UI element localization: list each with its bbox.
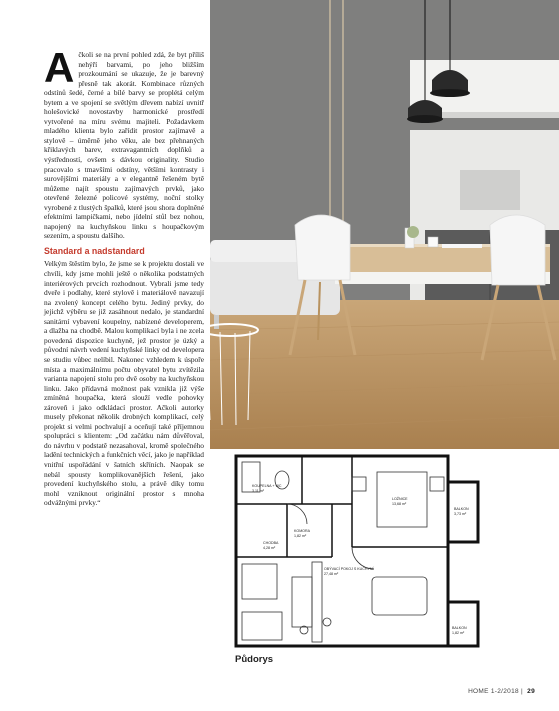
plan-room-area: 3,73 m²: [454, 512, 467, 516]
floor-plan: [232, 452, 545, 652]
article-subhead: Standard a nadstandard: [44, 245, 145, 256]
article-body: Velkým štěstím bylo, že jsme se k projektu dostali ve chvíli, kdy jsme mohli ještě o několika podstatných interiérových prvcích rozhodnout. Vybrali jsme tedy dveře i podlahy, které stylově i materiálově navazují na zvolený koncept celého bytu. Jediný prvky, do jejichž výběru se již zasáhnout nedalo, je standardní sanitární vybavení koupelny, nabízené developerem, a dlažba na chodbě. Malou komplikací byla i ne zcela povedená dispozice kuchyně, jež prostor je úzký a původní návrh vedení kuchyňské linky od developera se studiu vůbec nelíbil. Nakonec vzhledem k úspoře místa a maximálnímu počtu obyvatel bytu zvítězila varianta napojení stolu pro dvě osoby na kuchyňskou linku. Jako přídavná možnost pak vznikla již výše zmíněná houpačka, která slouží vedle pohovky zároveň i jako odkládací prostor. Ačkoli autorky musely překonat několik drobných komplikací, celý projekt si velmi pochvalují a oceňují také příjemnou spolupráci s klientem: „Od začátku nám důvěřoval, do návrhu v podstatě nezasahoval, kromě společného ladění technických a funkčních věcí, jako je například vnitřní uspořádání v šatních skříních. Naopak se nebál spousty komplikovanějších řešení, jako provedení kuchyňského stolu, a právě díky tomu mohl vzniknout originální prostor s mnoha odvážnými prvky.“: [44, 259, 204, 508]
interior-photo: [210, 0, 559, 449]
page-footer: [468, 688, 535, 695]
issue-label: HOME 1-2/2018: [468, 688, 519, 695]
plan-room-area: 1,82 m²: [294, 534, 307, 538]
article-column: [44, 44, 204, 508]
article-intro: čkoli se na první pohled zdá, že byt příliš nehýří barvami, po jeho bližším prozkoumání se ukazuje, že je barevný přesně tak akorát. Kombinace různých odstínů šedé, černé a bílé barvy se proplétá celým bytem a ve spojení se světlým dřevem nabízí uvnitř holešovické novostavby harmonické prostředí vytvořené na míru svému majiteli. Požadavkem mladého klienta bylo zařídit prostor zajímavě a stylově – úměrně jeho věku, ale bez přehnaných křiklavých barev, extravagantních doplňků a výstředností, ovšem s dávkou originality. Studio pracovalo s tmavšími odstíny, většími kontrasty i surovějšími materiály a v elegantně řešeném bytě můžeme najít spoustu zajímavých prvků, jako otevřené železné policové systémy, noční stolky vyrobené z tlustých špalků, které jsou shora doplněné efektními lampičkami, nebo jídelní stůl bez nohou, napojený na kuchyňskou linku s houpačkovým sezením, a spoustu dalšího.: [44, 50, 204, 241]
page-number: 29: [527, 688, 535, 695]
interior-photo-illustration: [210, 0, 559, 449]
plan-room-label: KOUPELNA + WC: [252, 484, 282, 488]
plan-room-area: 4,28 m²: [263, 546, 276, 550]
drop-cap: A: [44, 44, 75, 91]
plan-room-area: 1,82 m²: [452, 631, 465, 635]
plan-room-label: BALKON: [454, 507, 469, 511]
plan-room-label: BALKON: [452, 626, 467, 630]
footer-separator: |: [521, 688, 524, 695]
floor-plan-caption: Půdorys: [235, 654, 274, 665]
plan-room-label: CHODBA: [263, 541, 279, 545]
plan-room-label: LOŽNICE: [392, 497, 408, 501]
plan-room-label: KOMORA: [294, 529, 310, 533]
wooden-floor: [210, 300, 559, 449]
floor-plan-drawing: [232, 452, 545, 652]
plan-room-area: 3,11 m²: [252, 489, 264, 493]
plan-room-area: 27,48 m²: [324, 572, 339, 576]
plan-room-label: OBÝVACÍ POKOJ S KUCHYNÍ: [324, 567, 374, 571]
plan-room-area: 13,68 m²: [392, 502, 407, 506]
